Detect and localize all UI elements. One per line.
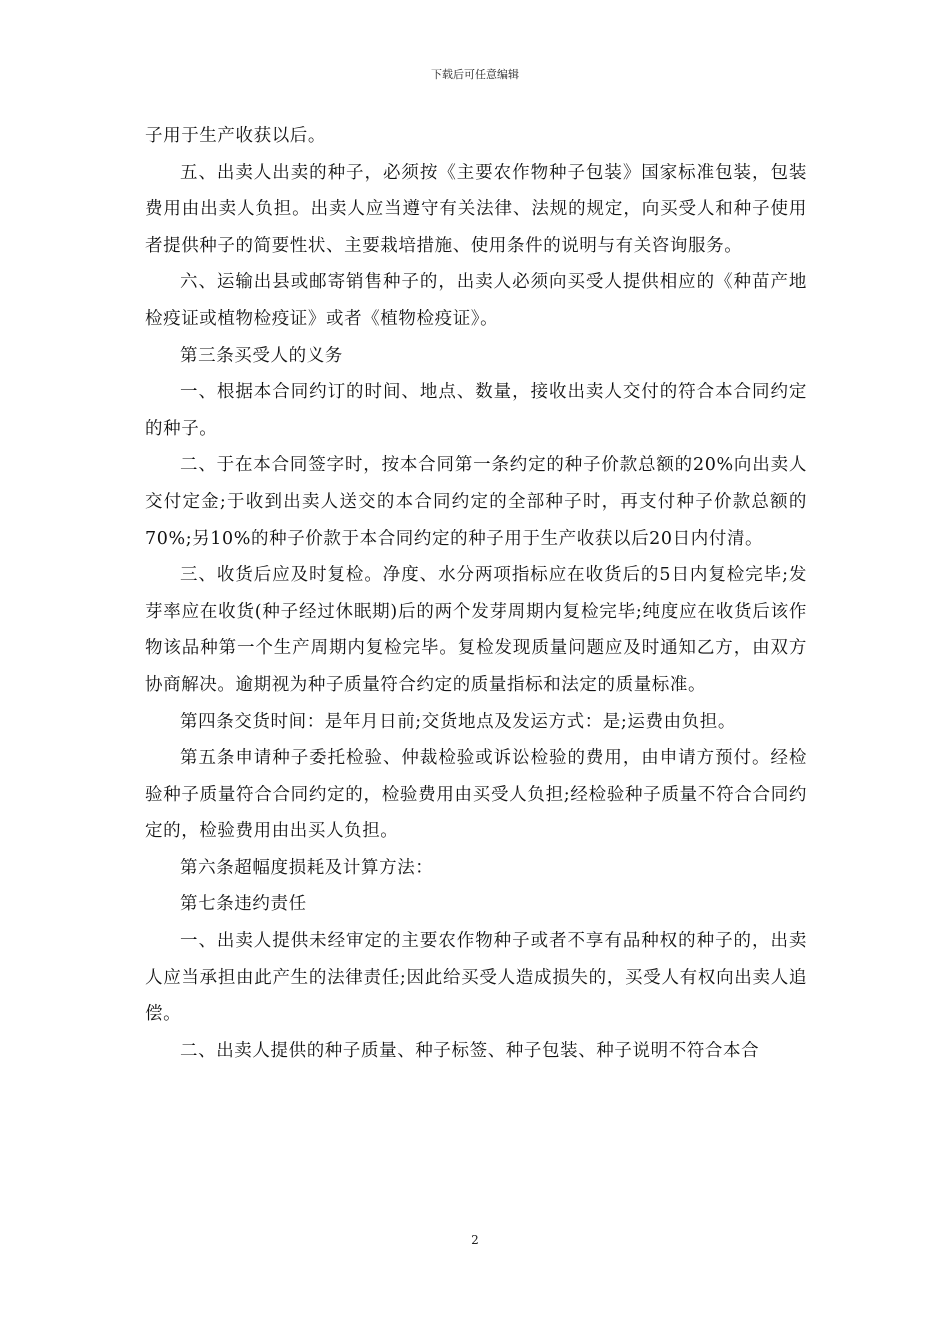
paragraph-item-5: 五、出卖人出卖的种子，必须按《主要农作物种子包装》国家标准包装，包装费用由出卖人负担。出卖人应当遵守有关法律、法规的规定，向买受人和种子使用者提供种子的简要性状、主要栽培措施、使用条件的说明与有关咨询服务。 xyxy=(145,162,807,256)
article-6-heading: 第六条超幅度损耗及计算方法： xyxy=(180,857,434,878)
article-3-heading: 第三条买受人的义务 xyxy=(180,345,343,366)
paragraph-liability-2: 二、出卖人提供的种子质量、种子标签、种子包装、种子说明不符合本合 xyxy=(180,1040,760,1061)
document-body xyxy=(145,118,807,1069)
article-5-paragraph: 第五条申请种子委托检验、仲裁检验或诉讼检验的费用，由申请方预付。经检验种子质量符合合同约定的，检验费用由买受人负担;经检验种子质量不符合合同约定的，检验费用由出买人负担。 xyxy=(145,748,807,842)
paragraph-continuation: 子用于生产收获以后。 xyxy=(145,126,326,146)
article-4-paragraph: 第四条交货时间：是年月日前;交货地点及发运方式：是;运费由负担。 xyxy=(180,711,736,732)
paragraph-buyer-duty-3: 三、收货后应及时复检。净度、水分两项指标应在收货后的5日内复检完毕;发芽率应在收货(种子经过休眠期)后的两个发芽周期内复检完毕;纯度应在收货后该作物该品种第一个生产周期内复检完毕。复检发现质量问题应及时通知乙方，由双方协商解决。逾期视为种子质量符合约定的质量指标和法定的质量标准。 xyxy=(145,565,807,695)
page-header: 下载后可任意编辑 xyxy=(431,68,519,81)
article-7-heading: 第七条违约责任 xyxy=(180,894,307,915)
paragraph-buyer-duty-2: 二、于在本合同签字时，按本合同第一条约定的种子价款总额的20%向出卖人交付定金;于收到出卖人送交的本合同约定的全部种子时，再支付种子价款总额的70%;另10%的种子价款于本合同约定的种子用于生产收获以后20日内付清。 xyxy=(145,455,807,549)
paragraph-buyer-duty-1: 一、根据本合同约订的时间、地点、数量，接收出卖人交付的符合本合同约定的种子。 xyxy=(145,382,807,439)
paragraph-liability-1: 一、出卖人提供未经审定的主要农作物种子或者不享有品种权的种子的，出卖人应当承担由此产生的法律责任;因此给买受人造成损失的，买受人有权向出卖人追偿。 xyxy=(145,931,807,1025)
paragraph-item-6: 六、运输出县或邮寄销售种子的，出卖人必须向买受人提供相应的《种苗产地检疫证或植物检疫证》或者《植物检疫证》。 xyxy=(145,272,807,329)
page-number: 2 xyxy=(471,1233,479,1247)
